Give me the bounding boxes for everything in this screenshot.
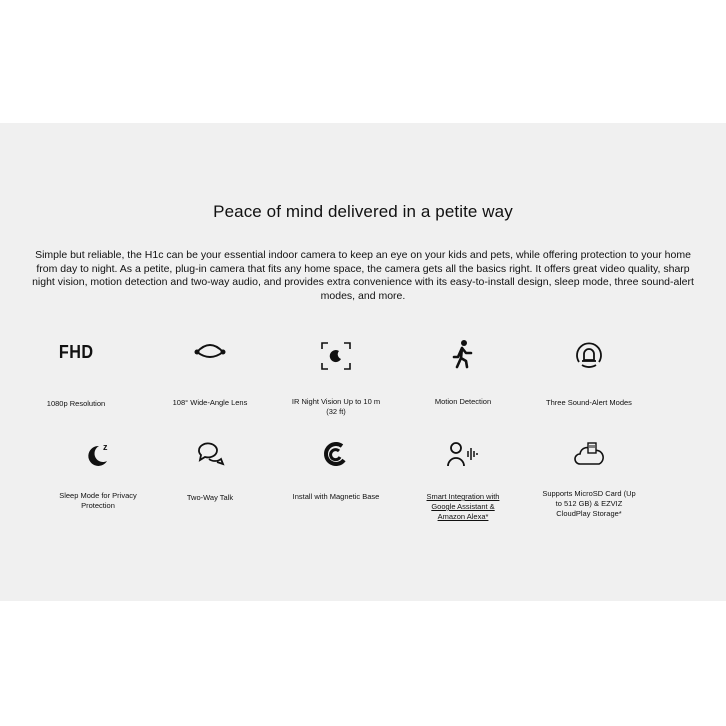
feature-label: IR Night Vision Up to 10 m (32 ft) <box>291 397 381 416</box>
feature-label: 1080p Resolution <box>46 399 106 408</box>
svg-text:z: z <box>103 442 108 452</box>
motion-detection-icon <box>443 334 483 374</box>
sound-alert-icon <box>569 336 609 376</box>
feature-label: Install with Magnetic Base <box>292 492 380 501</box>
section-title: Peace of mind delivered in a petite way <box>213 202 513 221</box>
magnetic-base-icon <box>316 434 356 474</box>
two-way-talk-icon <box>190 434 230 474</box>
sleep-mode-icon <box>78 434 118 474</box>
feature-label: Three Sound-Alert Modes <box>546 398 632 407</box>
feature-label: 108° Wide-Angle Lens <box>172 398 248 407</box>
feature-label: Motion Detection <box>434 397 492 406</box>
feature-label: Sleep Mode for Privacy Protection <box>59 491 137 510</box>
fhd-icon: FHD <box>58 341 94 362</box>
cloud-storage-icon <box>569 434 609 474</box>
wide-angle-lens-icon <box>190 332 230 372</box>
feature-label: Two-Way Talk <box>186 493 234 502</box>
feature-section <box>0 123 726 601</box>
feature-label: Supports MicroSD Card (Up to 512 GB) & EZVIZ CloudPlay Storage* <box>542 489 636 518</box>
night-vision-icon <box>316 336 356 376</box>
section-description: Simple but reliable, the H1c can be your essential indoor camera to keep an eye on your kids and pets, while offering protection to your home from day to night. As a petite, plug-in camera that fits any home space, the camera gets all the basics right. It offers great video quality, sharp night vision, motion detection and two-way audio, and provides extra convenience with its easy-to-install design, sleep mode, three sound-alert modes, and more. <box>32 249 694 302</box>
voice-assistant-icon <box>443 434 483 474</box>
voice-assistant-link[interactable]: Smart Integration with Google Assistant & Amazon Alexa* <box>426 492 500 521</box>
